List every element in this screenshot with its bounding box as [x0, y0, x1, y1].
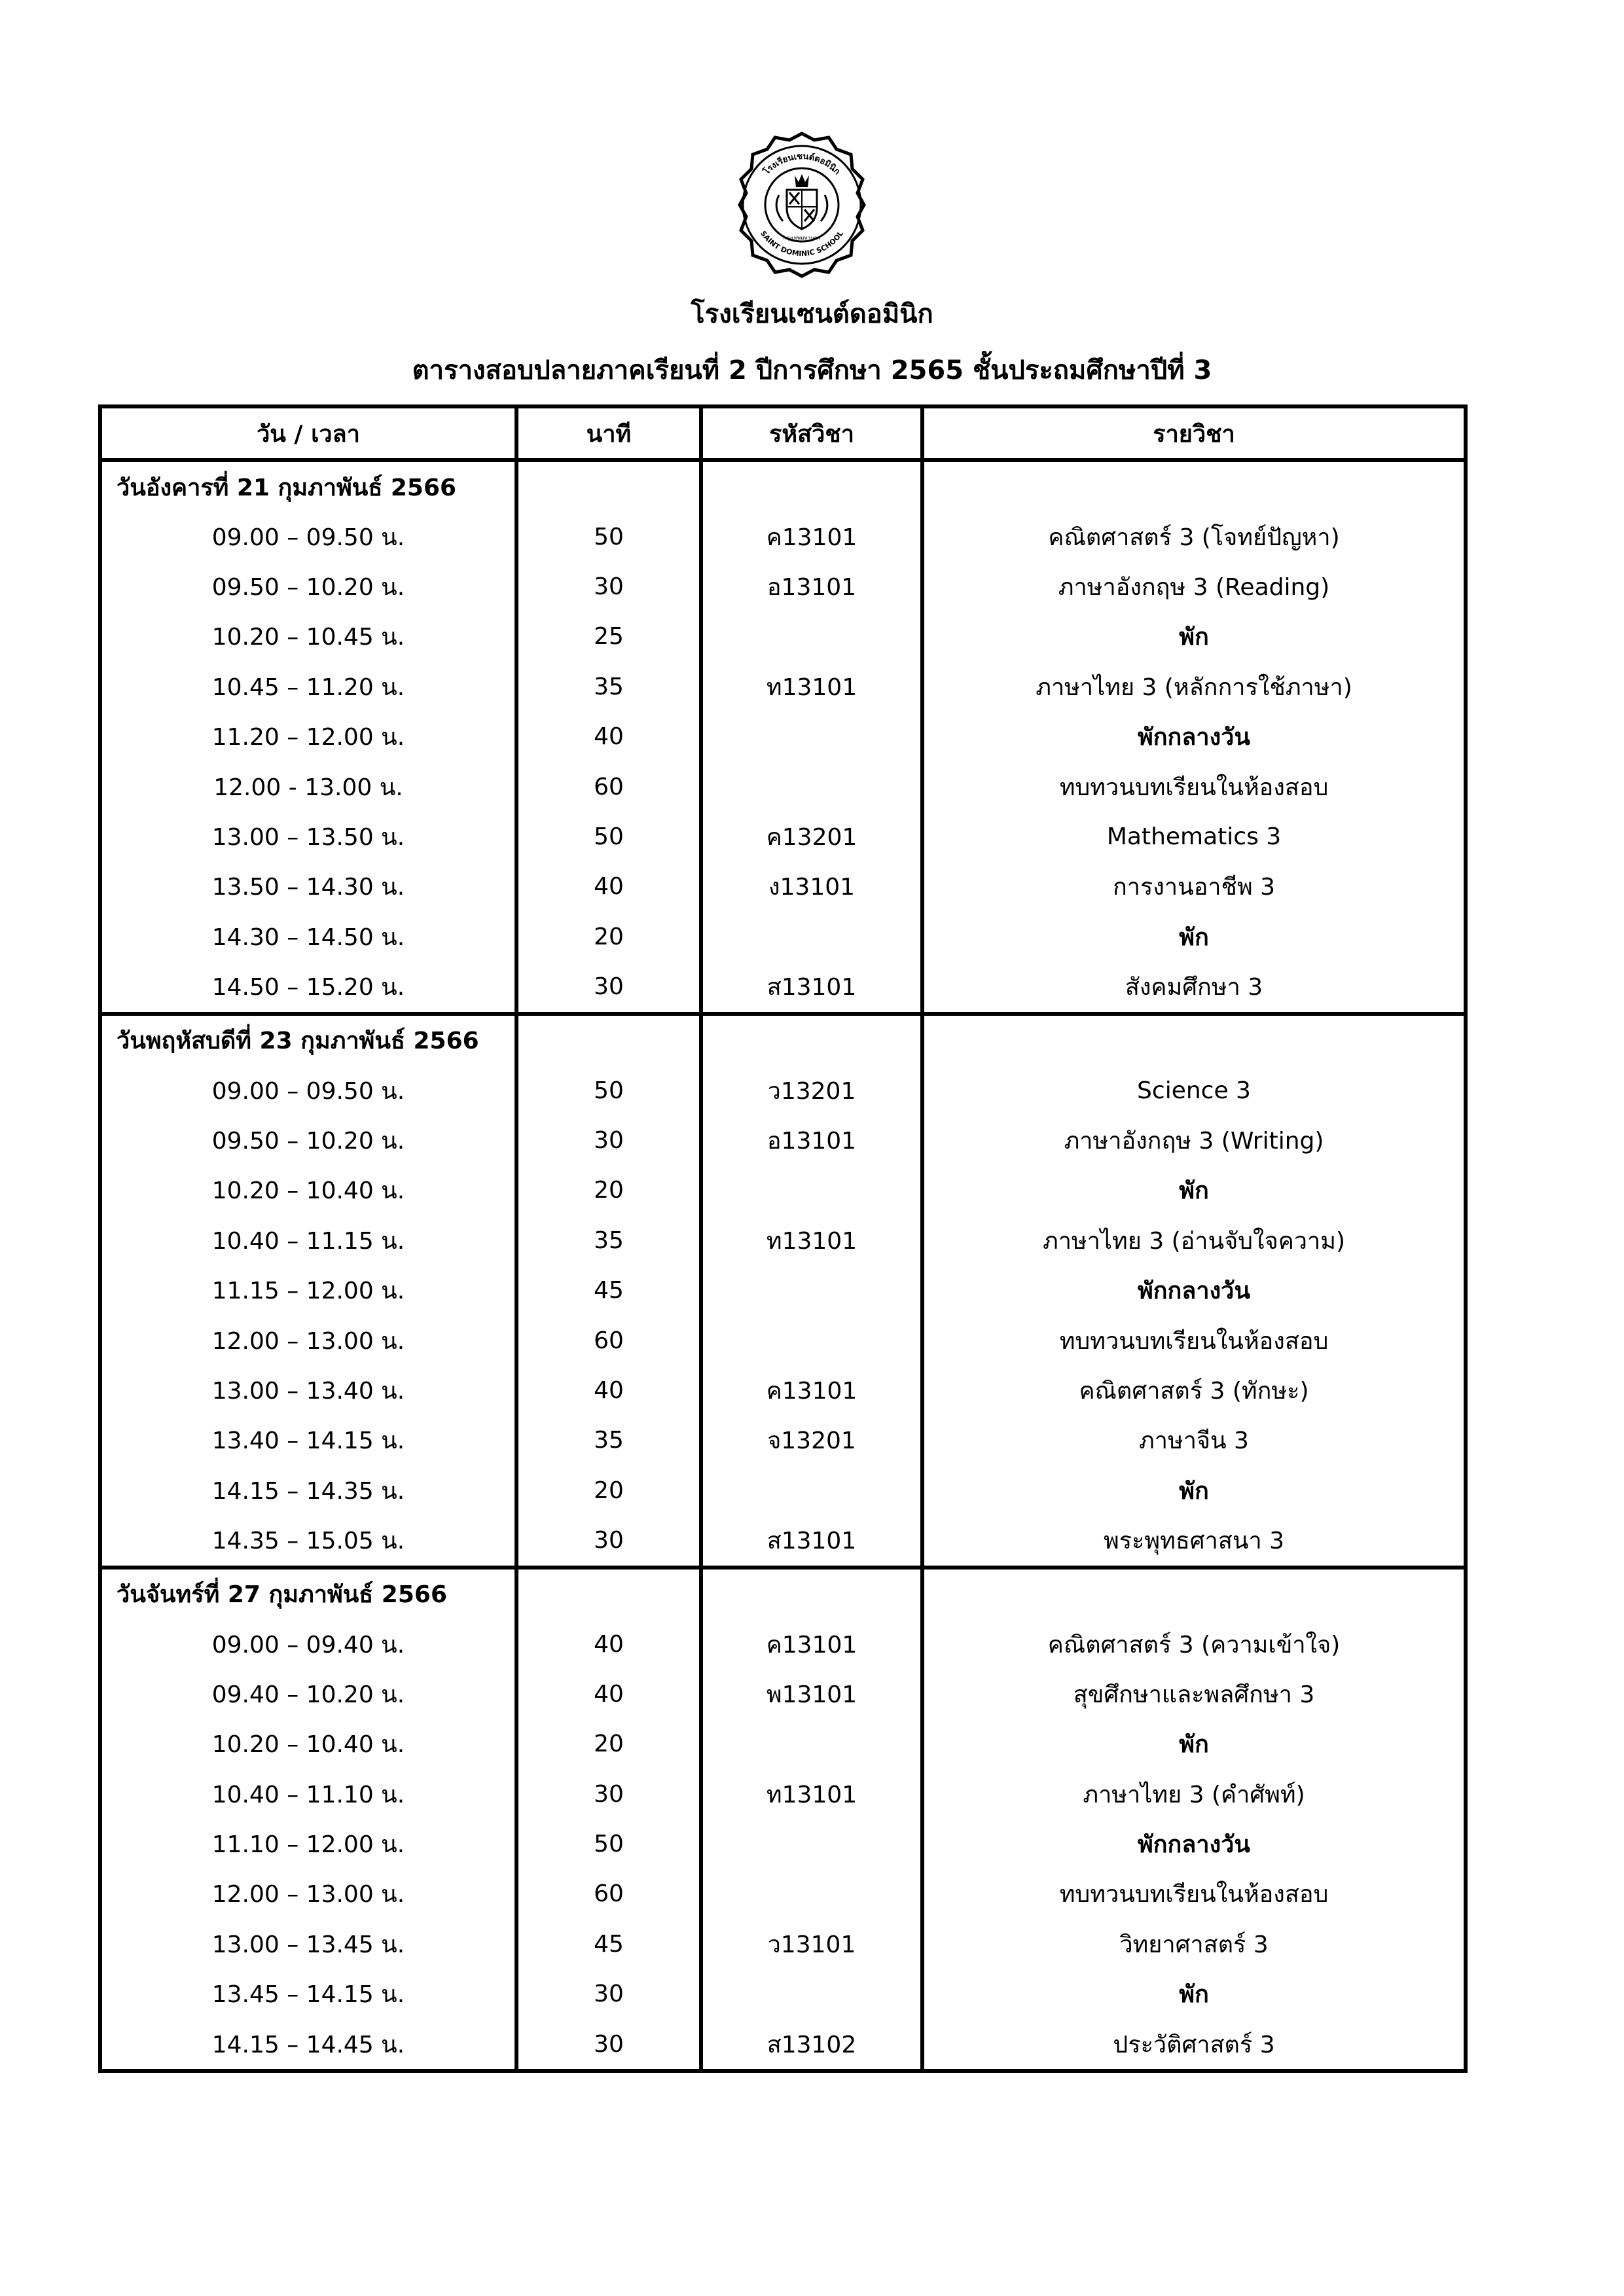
subject-name-cell: พระพุทธศาสนา 3: [922, 1515, 1466, 1567]
table-row: [100, 1365, 1466, 1415]
subject-name-cell: สุขศึกษาและพลศึกษา 3: [922, 1669, 1466, 1719]
table-row: [100, 1919, 1466, 1969]
table-row: [100, 662, 1466, 711]
time-cell: 12.00 – 13.00 น.: [100, 1869, 516, 1919]
subject-code-cell: ท13101: [701, 1215, 922, 1265]
day-code-blank: [701, 1568, 922, 1619]
time-cell: 13.40 – 14.15 น.: [100, 1416, 516, 1465]
table-row: [100, 2019, 1466, 2071]
time-cell: 11.15 – 12.00 น.: [100, 1265, 516, 1315]
subject-code-cell: ส13101: [701, 1515, 922, 1567]
time-cell: 09.50 – 10.20 น.: [100, 1115, 516, 1165]
seal-arc-top: โรงเรียนเซนต์ดอมินิก: [761, 151, 842, 177]
header-subject: รายวิชา: [922, 406, 1466, 460]
day-subject-blank: [922, 460, 1466, 512]
table-row: [100, 1819, 1466, 1869]
time-cell: 09.00 – 09.40 น.: [100, 1619, 516, 1669]
minutes-cell: 40: [516, 1619, 701, 1669]
table-header-row: [100, 406, 1466, 460]
day-minutes-blank: [516, 1568, 701, 1619]
time-cell: 10.40 – 11.10 น.: [100, 1769, 516, 1819]
table-row: [100, 912, 1466, 961]
subject-name-cell: พัก: [922, 1166, 1466, 1215]
subject-code-cell: จ13201: [701, 1416, 922, 1465]
table-row: [100, 1316, 1466, 1365]
minutes-cell: 30: [516, 1969, 701, 2019]
subject-name-cell: ทบทวนบทเรียนในห้องสอบ: [922, 762, 1466, 812]
table-row: [100, 712, 1466, 762]
time-cell: 13.50 – 14.30 น.: [100, 862, 516, 912]
subject-code-cell: [701, 1969, 922, 2019]
minutes-cell: 50: [516, 512, 701, 562]
minutes-cell: 35: [516, 1215, 701, 1265]
time-cell: 10.20 – 10.40 น.: [100, 1166, 516, 1215]
table-row: [100, 1215, 1466, 1265]
time-cell: 13.00 – 13.45 น.: [100, 1919, 516, 1969]
subject-code-cell: [701, 1465, 922, 1515]
table-row: [100, 1166, 1466, 1215]
subject-code-cell: [701, 612, 922, 662]
subject-code-cell: [701, 1819, 922, 1869]
subject-code-cell: ว13201: [701, 1066, 922, 1115]
time-cell: 14.50 – 15.20 น.: [100, 962, 516, 1014]
minutes-cell: 40: [516, 712, 701, 762]
day-label: วันจันทร์ที่ 27 กุมภาพันธ์ 2566: [100, 1568, 516, 1619]
seal-motto: กรุงเทพมหานคร: [783, 235, 821, 241]
subject-name-cell: พัก: [922, 1969, 1466, 2019]
subject-code-cell: ง13101: [701, 862, 922, 912]
subject-name-cell: Mathematics 3: [922, 812, 1466, 861]
time-cell: 14.35 – 15.05 น.: [100, 1515, 516, 1567]
day-code-blank: [701, 460, 922, 512]
day-subject-blank: [922, 1568, 1466, 1619]
table-row: [100, 762, 1466, 812]
day-label: วันอังคารที่ 21 กุมภาพันธ์ 2566: [100, 460, 516, 512]
minutes-cell: 20: [516, 912, 701, 961]
table-row: [100, 1769, 1466, 1819]
subject-code-cell: [701, 1166, 922, 1215]
time-cell: 13.00 – 13.50 น.: [100, 812, 516, 861]
table-row: [100, 1265, 1466, 1315]
subject-code-cell: [701, 1869, 922, 1919]
table-row: [100, 1619, 1466, 1669]
time-cell: 10.40 – 11.15 น.: [100, 1215, 516, 1265]
day-minutes-blank: [516, 1014, 701, 1066]
table-row: [100, 562, 1466, 611]
day-header-row: [100, 1568, 1466, 1619]
subject-name-cell: ประวัติศาสตร์ 3: [922, 2019, 1466, 2071]
time-cell: 09.00 – 09.50 น.: [100, 512, 516, 562]
time-cell: 13.45 – 14.15 น.: [100, 1969, 516, 2019]
time-cell: 12.00 - 13.00 น.: [100, 762, 516, 812]
day-minutes-blank: [516, 460, 701, 512]
subject-name-cell: Science 3: [922, 1066, 1466, 1115]
time-cell: 14.15 – 14.45 น.: [100, 2019, 516, 2071]
minutes-cell: 20: [516, 1719, 701, 1769]
table-row: [100, 512, 1466, 562]
day-code-blank: [701, 1014, 922, 1066]
table-row: [100, 962, 1466, 1014]
subject-name-cell: พัก: [922, 1465, 1466, 1515]
minutes-cell: 50: [516, 812, 701, 861]
subject-code-cell: ท13101: [701, 1769, 922, 1819]
subject-code-cell: ท13101: [701, 662, 922, 711]
subject-name-cell: วิทยาศาสตร์ 3: [922, 1919, 1466, 1969]
minutes-cell: 40: [516, 1365, 701, 1415]
minutes-cell: 30: [516, 1115, 701, 1165]
time-cell: 13.00 – 13.40 น.: [100, 1365, 516, 1415]
subject-name-cell: ภาษาจีน 3: [922, 1416, 1466, 1465]
subject-code-cell: [701, 1265, 922, 1315]
time-cell: 12.00 – 13.00 น.: [100, 1316, 516, 1365]
subject-code-cell: ว13101: [701, 1919, 922, 1969]
table-row: [100, 1066, 1466, 1115]
subject-name-cell: คณิตศาสตร์ 3 (โจทย์ปัญหา): [922, 512, 1466, 562]
time-cell: 09.00 – 09.50 น.: [100, 1066, 516, 1115]
table-row: [100, 1719, 1466, 1769]
day-header-row: [100, 1014, 1466, 1066]
minutes-cell: 40: [516, 1669, 701, 1719]
subject-name-cell: คณิตศาสตร์ 3 (ทักษะ): [922, 1365, 1466, 1415]
minutes-cell: 60: [516, 762, 701, 812]
table-row: [100, 1969, 1466, 2019]
minutes-cell: 25: [516, 612, 701, 662]
document-title: ตารางสอบปลายภาคเรียนที่ 2 ปีการศึกษา 2565 ชั้นประถมศึกษาปีที่ 3: [412, 355, 1212, 386]
time-cell: 10.20 – 10.40 น.: [100, 1719, 516, 1769]
subject-code-cell: [701, 712, 922, 762]
subject-code-cell: อ13101: [701, 1115, 922, 1165]
minutes-cell: 30: [516, 962, 701, 1014]
minutes-cell: 30: [516, 1515, 701, 1567]
minutes-cell: 35: [516, 662, 701, 711]
minutes-cell: 60: [516, 1316, 701, 1365]
table-row: [100, 862, 1466, 912]
subject-name-cell: พัก: [922, 912, 1466, 961]
day-label: วันพฤหัสบดีที่ 23 กุมภาพันธ์ 2566: [100, 1014, 516, 1066]
school-seal-logo: [727, 130, 877, 280]
subject-name-cell: พักกลางวัน: [922, 1819, 1466, 1869]
subject-name-cell: ภาษาอังกฤษ 3 (Reading): [922, 562, 1466, 611]
minutes-cell: 30: [516, 1769, 701, 1819]
time-cell: 14.15 – 14.35 น.: [100, 1465, 516, 1515]
table-row: [100, 1515, 1466, 1567]
minutes-cell: 20: [516, 1166, 701, 1215]
subject-code-cell: [701, 1316, 922, 1365]
table-row: [100, 812, 1466, 861]
minutes-cell: 50: [516, 1819, 701, 1869]
subject-name-cell: คณิตศาสตร์ 3 (ความเข้าใจ): [922, 1619, 1466, 1669]
subject-code-cell: ส13101: [701, 962, 922, 1014]
time-cell: 09.40 – 10.20 น.: [100, 1669, 516, 1719]
subject-name-cell: ภาษาไทย 3 (อ่านจับใจความ): [922, 1215, 1466, 1265]
exam-schedule-table: [98, 404, 1468, 2073]
table-row: [100, 1416, 1466, 1465]
time-cell: 10.20 – 10.45 น.: [100, 612, 516, 662]
table-row: [100, 1115, 1466, 1165]
subject-name-cell: ทบทวนบทเรียนในห้องสอบ: [922, 1869, 1466, 1919]
minutes-cell: 45: [516, 1265, 701, 1315]
subject-code-cell: [701, 912, 922, 961]
time-cell: 11.10 – 12.00 น.: [100, 1819, 516, 1869]
day-subject-blank: [922, 1014, 1466, 1066]
minutes-cell: 50: [516, 1066, 701, 1115]
time-cell: 11.20 – 12.00 น.: [100, 712, 516, 762]
time-cell: 09.50 – 10.20 น.: [100, 562, 516, 611]
minutes-cell: 60: [516, 1869, 701, 1919]
subject-name-cell: ภาษาไทย 3 (หลักการใช้ภาษา): [922, 662, 1466, 711]
time-cell: 10.45 – 11.20 น.: [100, 662, 516, 711]
subject-name-cell: สังคมศึกษา 3: [922, 962, 1466, 1014]
table-row: [100, 1669, 1466, 1719]
subject-code-cell: [701, 762, 922, 812]
header-minutes: นาที: [516, 406, 701, 460]
subject-code-cell: [701, 1719, 922, 1769]
table-row: [100, 1465, 1466, 1515]
header-time: วัน / เวลา: [100, 406, 516, 460]
school-name: โรงเรียนเซนต์ดอมินิก: [691, 299, 933, 329]
subject-name-cell: ภาษาอังกฤษ 3 (Writing): [922, 1115, 1466, 1165]
minutes-cell: 30: [516, 562, 701, 611]
minutes-cell: 20: [516, 1465, 701, 1515]
subject-name-cell: พักกลางวัน: [922, 1265, 1466, 1315]
minutes-cell: 35: [516, 1416, 701, 1465]
schedule-body: [100, 460, 1466, 2071]
subject-code-cell: ส13102: [701, 2019, 922, 2071]
header-code: รหัสวิชา: [701, 406, 922, 460]
minutes-cell: 45: [516, 1919, 701, 1969]
subject-name-cell: การงานอาชีพ 3: [922, 862, 1466, 912]
subject-name-cell: พัก: [922, 1719, 1466, 1769]
day-header-row: [100, 460, 1466, 512]
subject-code-cell: ค13101: [701, 512, 922, 562]
subject-code-cell: พ13101: [701, 1669, 922, 1719]
subject-name-cell: ภาษาไทย 3 (คำศัพท์): [922, 1769, 1466, 1819]
subject-code-cell: ค13101: [701, 1619, 922, 1669]
subject-name-cell: พักกลางวัน: [922, 712, 1466, 762]
minutes-cell: 40: [516, 862, 701, 912]
subject-code-cell: อ13101: [701, 562, 922, 611]
table-row: [100, 1869, 1466, 1919]
subject-name-cell: ทบทวนบทเรียนในห้องสอบ: [922, 1316, 1466, 1365]
seal-arc-bottom: SAINT DOMINIC SCHOOL: [759, 229, 845, 259]
time-cell: 14.30 – 14.50 น.: [100, 912, 516, 961]
subject-name-cell: พัก: [922, 612, 1466, 662]
table-row: [100, 612, 1466, 662]
subject-code-cell: ค13201: [701, 812, 922, 861]
minutes-cell: 30: [516, 2019, 701, 2071]
subject-code-cell: ค13101: [701, 1365, 922, 1415]
